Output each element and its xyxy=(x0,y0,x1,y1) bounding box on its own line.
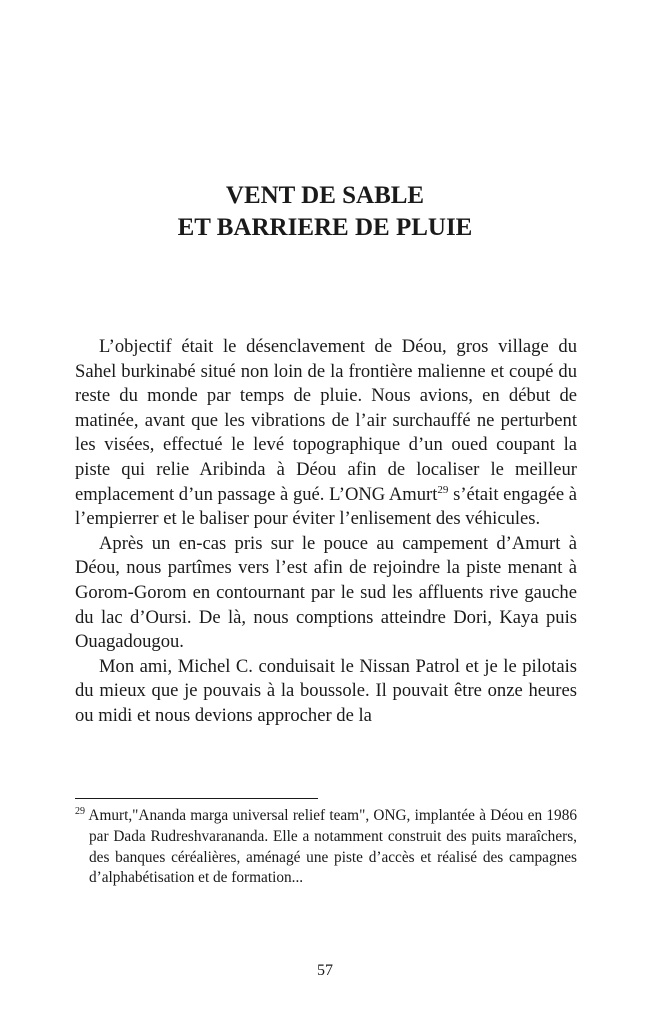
paragraph-2: Après un en-cas pris sur le pouce au campement d’Amurt à Déou, nous partîmes vers l’est afin de rejoindre la piste menant à Gorom-Gorom en contournant par le sud les affluents rive gauche du lac d’Oursi. De là, nous comptions atteindre Dori, Kaya puis Ouagadougou. xyxy=(75,532,577,653)
chapter-title xyxy=(0,180,650,244)
footnote xyxy=(75,806,577,889)
footnote-separator xyxy=(75,798,318,799)
paragraph-1-text-before-ref: L’objectif était le désenclavement de Déou, gros village du Sahel burkinabé situé non loin de la frontière malienne et coupé du reste du monde par temps de pluie. Nous avions, en début de matinée, avant que les vibrations de l’air surchauffé ne perturbent les visées, effectué le levé topographique d’un oued coupant la piste qui relie Aribinda à Déou afin de localiser le meilleur emplacement d’un passage à gué. L’ONG Amurt xyxy=(75,336,577,505)
body-text xyxy=(75,335,577,729)
paragraph-1 xyxy=(75,335,577,532)
chapter-title-line-2: ET BARRIERE DE PLUIE xyxy=(177,214,473,241)
page-number: 57 xyxy=(317,962,333,979)
footnote-reference: 29 xyxy=(437,483,449,496)
paragraph-1-text-after-ref: s’était engagée à l’empierrer et le baliser pour éviter l’enlisement des véhicules. xyxy=(75,483,578,530)
footnote-text: Amurt,"Ananda marga universal relief team", ONG, implantée à Déou en 1986 par Dada Rudreshvarananda. Elle a notamment construit des puits maraîchers, des banques céréalières, aménagé une piste d’accès et réalisé des campagnes d’alphabétisation et de formation... xyxy=(85,807,577,887)
footnote-number: 29 xyxy=(75,805,85,817)
paragraph-3: Mon ami, Michel C. conduisait le Nissan Patrol et je le pilotais du mieux que je pouvais à la boussole. Il pouvait être onze heures ou midi et nous devions approcher de la xyxy=(75,655,577,726)
chapter-title-line-1: VENT DE SABLE xyxy=(225,182,425,209)
